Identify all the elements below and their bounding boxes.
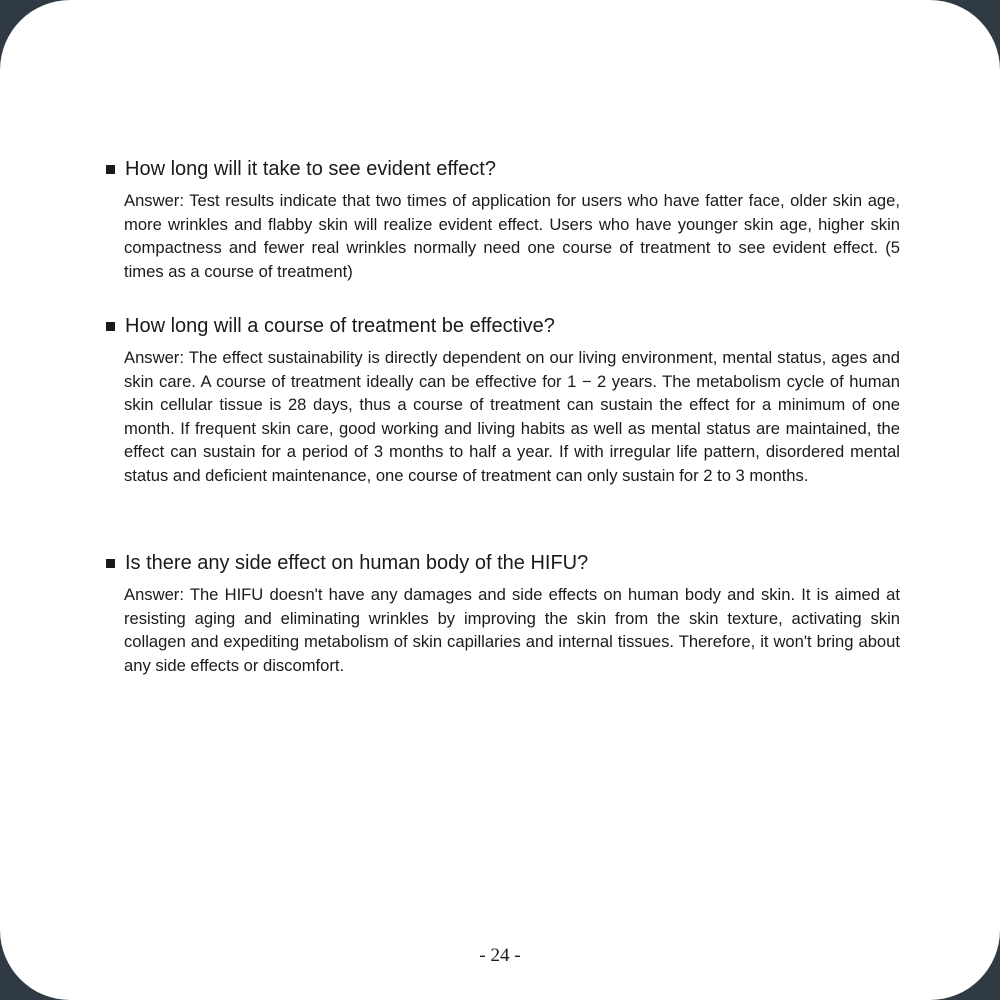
square-bullet-icon	[106, 322, 115, 331]
faq-question-row	[106, 551, 906, 575]
faq-question-row	[106, 314, 906, 338]
page-number: - 24 -	[479, 945, 521, 966]
faq-item	[106, 157, 906, 283]
faq-question: How long will a course of treatment be effective?	[125, 314, 555, 337]
faq-answer: Answer: The effect sustainability is directly dependent on our living environment, mental status, ages and skin care. A course of treatment ideally can be effective for 1 − 2 years. The metabolism cycle of human skin cellular tissue is 28 days, thus a course of treatment can sustain the effect for a minimum of one month. If frequent skin care, good working and living habits as well as mental status are maintained, the effect can sustain for a period of 3 months to half a year. If with irregular life pattern, disordered mental status and deficient maintenance, one course of treatment can only sustain for 2 to 3 months.	[124, 348, 900, 485]
faq-item	[106, 314, 906, 487]
faq-question: How long will it take to see evident effect?	[125, 157, 496, 180]
faq-question-row	[106, 157, 906, 181]
faq-answer: Answer: Test results indicate that two times of application for users who have fatter face, older skin age, more wrinkles and flabby skin will realize evident effect. Users who have younger skin age, higher skin compactness and fewer real wrinkles normally need one course of treatment to see evident effect. (5 times as a course of treatment)	[124, 191, 900, 281]
faq-question: Is there any side effect on human body of the HIFU?	[125, 551, 589, 574]
square-bullet-icon	[106, 165, 115, 174]
faq-item	[106, 551, 906, 677]
faq-answer: Answer: The HIFU doesn't have any damages and side effects on human body and skin. It is aimed at resisting aging and eliminating wrinkles by improving the skin from the skin texture, activating skin collagen and expediting metabolism of skin capillaries and internal tissues. Therefore, it won't bring about any side effects or discomfort.	[124, 585, 900, 675]
square-bullet-icon	[106, 559, 115, 568]
